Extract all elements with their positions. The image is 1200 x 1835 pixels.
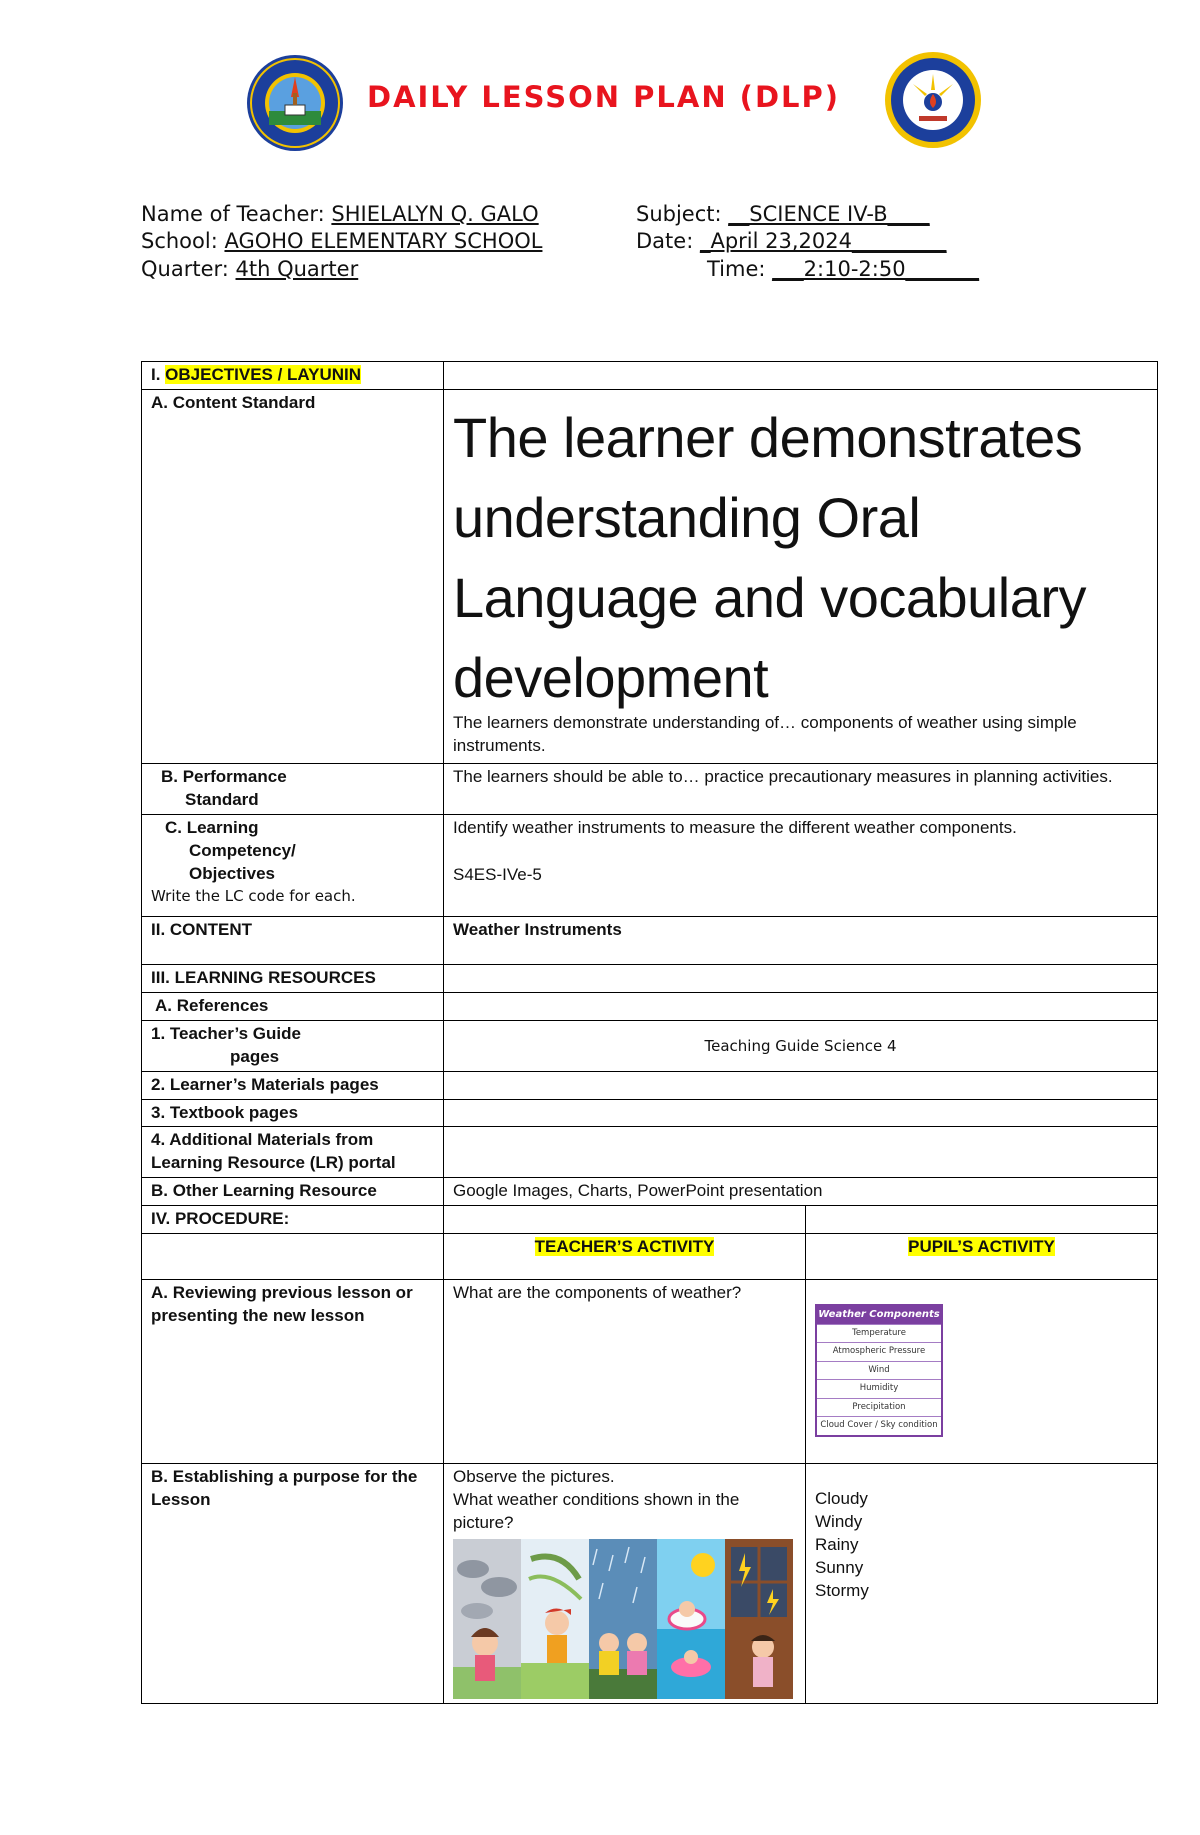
quarter-line [141,257,358,281]
pupil-answer: Stormy [815,1580,869,1600]
stormy-picture [725,1539,793,1699]
time-value: ___2:10-2:50_______ [772,257,980,281]
weather-component-row: Precipitation [817,1398,941,1416]
learning-competency-cell [444,814,1158,916]
empty-cell [444,964,1158,992]
table-row [142,1178,1158,1206]
empty-cell [444,1099,1158,1127]
tg-label-2: pages [230,1046,280,1066]
subject-line [636,202,930,226]
table-row [142,1206,1158,1234]
content-text: Weather Instruments [444,916,1158,964]
teachers-guide-label-cell [142,1020,444,1071]
additional-materials-label: 4. Additional Materials from Learning Resource (LR) portal [142,1127,444,1178]
lm-label: 2. Learner’s Materials pages [142,1071,444,1099]
pupil-answer: Rainy [815,1535,859,1555]
empty-cell [444,362,1158,390]
date-label: Date: [636,229,700,253]
establishing-pupil-cell [806,1464,1158,1704]
learning-comp-label-2: Competency/ [189,840,296,860]
content-standard-cell [444,389,1158,763]
empty-cell [444,992,1158,1020]
table-row [142,362,1158,390]
teacher-line [141,202,539,226]
reviewing-pupil-cell [806,1280,1158,1464]
document-title: DAILY LESSON PLAN (DLP) [367,80,840,114]
weather-component-row: Cloud Cover / Sky condition [817,1416,941,1434]
time-label: Time: [707,257,773,281]
observe-text: Observe the pictures. [453,1467,615,1487]
performance-standard-text: The learners should be able to… practice precautionary measures in planning activities. [444,763,1158,814]
table-row [142,389,1158,763]
teacher-label: Name of Teacher: [141,202,332,226]
learning-comp-label-1: C. Learning [165,817,259,837]
learning-comp-text: Identify weather instruments to measure the different weather components. [453,817,1017,837]
objectives-prefix: I. [151,365,166,384]
teacher-activity-header-cell [444,1234,806,1280]
learning-comp-label-3: Objectives [189,863,275,883]
objectives-cell [142,362,444,390]
empty-cell [142,1234,444,1280]
subject-label: Subject: [636,202,729,226]
learning-competency-label-cell [142,814,444,916]
table-row [142,1099,1158,1127]
lesson-plan-table [141,361,1158,1704]
table-row [142,1127,1158,1178]
reviewing-teacher-text: What are the components of weather? [444,1280,806,1464]
date-line [636,229,946,253]
learning-comp-code: S4ES-IVe-5 [453,864,542,884]
time-line [707,257,979,281]
establishing-purpose-label: B. Establishing a purpose for the Lesson [142,1464,444,1704]
tb-label: 3. Textbook pages [142,1099,444,1127]
school-label: School: [141,229,225,253]
teacher-value: SHIELALYN Q. GALO [331,202,539,226]
empty-cell [444,1071,1158,1099]
pupil-activity-header: PUPIL’S ACTIVITY [908,1237,1055,1257]
pupil-answer: Windy [815,1512,863,1532]
teacher-activity-header: TEACHER’S ACTIVITY [534,1237,715,1257]
quarter-label: Quarter: [141,257,236,281]
weather-component-row: Atmospheric Pressure [817,1342,941,1360]
question-text: What weather conditions shown in the picture? [453,1490,740,1533]
quarter-value: 4th Quarter [235,257,359,281]
school-line [141,229,542,253]
table-row [142,1464,1158,1704]
weather-components-title: Weather Components [817,1306,941,1324]
table-row [142,1280,1158,1464]
other-resource-text: Google Images, Charts, PowerPoint presentation [444,1178,1158,1206]
performance-standard-label-cell [142,763,444,814]
table-row [142,992,1158,1020]
content-standard-label: A. Content Standard [142,389,444,763]
performance-standard-label-2: Standard [185,789,259,809]
table-row [142,916,1158,964]
performance-standard-label-1: B. Performance [161,766,287,786]
weather-component-row: Temperature [817,1324,941,1342]
pupil-activity-header-cell [806,1234,1158,1280]
table-row [142,1234,1158,1280]
table-row [142,1020,1158,1071]
establishing-teacher-cell [444,1464,806,1704]
pupil-answer: Cloudy [815,1489,868,1509]
weather-pictures-strip [453,1539,793,1699]
subject-value: __SCIENCE IV-B____ [728,202,930,226]
pupil-answer: Sunny [815,1558,864,1577]
empty-cell [444,1127,1158,1178]
empty-cell [806,1206,1158,1234]
table-row [142,1071,1158,1099]
table-row [142,964,1158,992]
reviewing-lesson-label: A. Reviewing previous lesson or presenting the new lesson [142,1280,444,1464]
procedure-label: IV. PROCEDURE: [142,1206,444,1234]
cloudy-picture [453,1539,521,1699]
deped-seal-icon [883,50,983,150]
content-standard-big-text: The learner demonstrates understanding Oral Language and vocabulary development [453,405,1087,710]
resources-label: III. LEARNING RESOURCES [142,964,444,992]
weather-component-row: Wind [817,1361,941,1379]
objectives-label: OBJECTIVES / LAYUNIN [165,365,362,384]
school-seal-icon [245,53,345,153]
content-standard-text: The learners demonstrate understanding of… components of weather using simple instruments. [453,713,1077,756]
weather-components-card [815,1304,943,1436]
table-row [142,763,1158,814]
other-resource-label: B. Other Learning Resource [142,1178,444,1206]
date-value: _April 23,2024_________ [699,229,947,253]
weather-component-row: Humidity [817,1379,941,1397]
empty-cell [444,1206,806,1234]
rainy-picture [589,1539,657,1699]
tg-label-1: 1. Teacher’s Guide [151,1023,301,1043]
school-value: AGOHO ELEMENTARY SCHOOL [224,229,543,253]
references-label: A. References [142,992,444,1020]
windy-picture [521,1539,589,1699]
learning-comp-note: Write the LC code for each. [151,886,356,905]
sunny-picture [657,1539,725,1699]
table-row [142,814,1158,916]
content-label: II. CONTENT [142,916,444,964]
tg-text: Teaching Guide Science 4 [444,1020,1158,1071]
